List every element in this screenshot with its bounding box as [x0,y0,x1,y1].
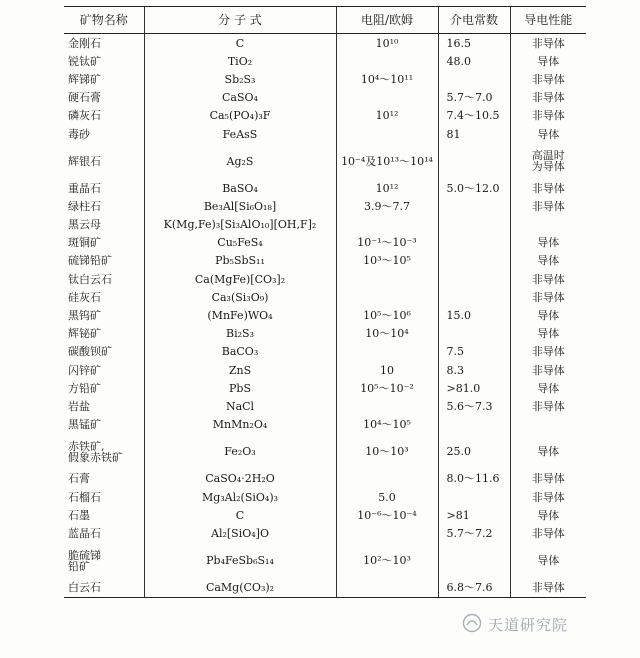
table-row [64,434,586,470]
cell-dielectric-constant: 25.0 [438,434,510,470]
cell-formula: C [144,506,336,524]
cell-formula: MnMn₂O₄ [144,416,336,434]
cell-conductivity: 非导体 [510,488,586,506]
cell-formula: ZnS [144,361,336,379]
cell-dielectric-constant [438,416,510,434]
cell-mineral-name: 硫锑铅矿 [68,254,112,268]
cell-conductivity [510,416,586,434]
cell-dielectric-constant: 5.7～7.0 [438,89,510,107]
cell-conductivity: 导体 [510,52,586,70]
cell-formula: Al₂[SiO₄]O [144,524,336,542]
cell-dielectric-constant: 7.5 [438,343,510,361]
table-row [64,89,586,107]
cell-dielectric-constant [438,288,510,306]
table-header [64,7,586,34]
table-row [64,488,586,506]
cell-dielectric-constant: >81.0 [438,379,510,397]
cell-dielectric-constant: 5.6～7.3 [438,397,510,415]
cell-conductivity: 导体 [510,252,586,270]
header-mineral-name: 矿物名称 [64,7,144,34]
cell-dielectric-constant: 48.0 [438,52,510,70]
cell-formula: K(Mg,Fe)₃[Si₃AlO₁₀][OH,F]₂ [144,216,336,234]
cell-mineral-name: 脆硫锑 铅矿 [68,548,101,573]
cell-resistance: 10¹⁰ [336,34,438,53]
cell-dielectric-constant [438,325,510,343]
cell-mineral-name: 锐钛矿 [68,54,101,68]
table-row [64,52,586,70]
table-row [64,379,586,397]
cell-mineral-name: 方铅矿 [68,381,101,395]
cell-conductivity: 导体 [510,325,586,343]
cell-conductivity: 非导体 [510,70,586,88]
cell-resistance: 5.0 [336,488,438,506]
table-row [64,107,586,125]
cell-resistance [336,270,438,288]
cell-resistance: 10～10³ [336,434,438,470]
watermark-text: 天道研究院 [488,616,569,634]
cell-resistance: 10⁻⁶～10⁻⁴ [336,506,438,524]
cell-mineral-name: 石榴石 [68,490,101,504]
cell-conductivity: 高温时 为导体 [510,143,586,179]
cell-formula: TiO₂ [144,52,336,70]
cell-dielectric-constant: >81 [438,506,510,524]
table-row [64,34,586,53]
cell-dielectric-constant [438,234,510,252]
cell-formula: Bi₂S₃ [144,325,336,343]
table-row [64,234,586,252]
cell-dielectric-constant [438,197,510,215]
cell-dielectric-constant [438,252,510,270]
cell-conductivity: 非导体 [510,579,586,598]
cell-formula: CaSO₄ [144,89,336,107]
wechat-logo-icon [462,613,482,633]
cell-conductivity: 导体 [510,125,586,143]
cell-dielectric-constant [438,143,510,179]
cell-dielectric-constant: 16.5 [438,34,510,53]
cell-formula: FeAsS [144,125,336,143]
cell-resistance: 10¹² [336,107,438,125]
cell-mineral-name: 硅灰石 [68,290,101,304]
cell-mineral-name: 金刚石 [68,36,101,50]
cell-mineral-name: 蓝晶石 [68,526,101,540]
table-row [64,252,586,270]
cell-resistance: 10⁻⁴及10¹³～10¹⁴ [336,143,438,179]
cell-formula: Ag₂S [144,143,336,179]
cell-mineral-name: 斑铜矿 [68,236,101,250]
cell-resistance: 10～10⁴ [336,325,438,343]
table-row [64,197,586,215]
cell-formula: Ca₅(PO₄)₃F [144,107,336,125]
cell-formula: Mg₃Al₂(SiO₄)₃ [144,488,336,506]
cell-formula: Ca₃(Si₃O₉) [144,288,336,306]
cell-conductivity: 非导体 [510,107,586,125]
cell-resistance [336,288,438,306]
table-row [64,216,586,234]
cell-resistance: 10⁴～10¹¹ [336,70,438,88]
cell-conductivity: 导体 [510,234,586,252]
cell-formula: Sb₂S₃ [144,70,336,88]
cell-formula: Ca(MgFe)[CO₃]₂ [144,270,336,288]
cell-formula: Be₃Al[Si₆O₁₈] [144,197,336,215]
cell-dielectric-constant: 5.7～7.2 [438,524,510,542]
cell-formula: Pb₅SbS₁₁ [144,252,336,270]
cell-dielectric-constant [438,488,510,506]
table-row [64,179,586,197]
cell-resistance: 10⁵～10⁶ [336,306,438,324]
cell-formula: PbS [144,379,336,397]
cell-resistance: 10⁴～10⁵ [336,416,438,434]
cell-resistance: 3.9～7.7 [336,197,438,215]
cell-mineral-name: 闪锌矿 [68,363,101,377]
cell-conductivity: 非导体 [510,179,586,197]
cell-mineral-name: 重晶石 [68,181,101,195]
cell-conductivity: 非导体 [510,288,586,306]
cell-conductivity: 非导体 [510,361,586,379]
cell-mineral-name: 白云石 [64,579,144,598]
table-row [64,270,586,288]
cell-resistance [336,579,438,598]
table-row [64,506,586,524]
cell-formula: C [144,34,336,53]
cell-conductivity: 非导体 [510,470,586,488]
cell-conductivity: 非导体 [510,270,586,288]
cell-formula: CaMg(CO₃)₂ [144,579,336,598]
table-row [64,524,586,542]
cell-conductivity: 导体 [510,434,586,470]
cell-conductivity: 非导体 [510,197,586,215]
cell-formula: BaCO₃ [144,343,336,361]
cell-resistance: 10⁻¹～10⁻³ [336,234,438,252]
cell-conductivity: 非导体 [510,89,586,107]
cell-formula: (MnFe)WO₄ [144,306,336,324]
cell-mineral-name: 辉铋矿 [68,327,101,341]
cell-dielectric-constant: 6.8～7.6 [438,579,510,598]
cell-dielectric-constant [438,270,510,288]
header-conductivity: 导电性能 [510,7,586,34]
cell-mineral-name: 石膏 [68,472,90,486]
header-dielectric-constant: 介电常数 [438,7,510,34]
cell-resistance [336,470,438,488]
table-body [64,34,586,598]
cell-formula: Cu₅FeS₄ [144,234,336,252]
cell-resistance [336,125,438,143]
cell-resistance: 10⁵～10⁻² [336,379,438,397]
cell-formula: Pb₄FeSb₆S₁₄ [144,543,336,579]
cell-conductivity [510,216,586,234]
cell-conductivity: 导体 [510,379,586,397]
cell-conductivity: 非导体 [510,524,586,542]
cell-resistance [336,524,438,542]
table-row [64,70,586,88]
cell-dielectric-constant [438,70,510,88]
cell-conductivity: 非导体 [510,397,586,415]
cell-formula: BaSO₄ [144,179,336,197]
cell-mineral-name: 石墨 [68,508,90,522]
cell-resistance [336,89,438,107]
cell-mineral-name: 钛白云石 [68,272,112,286]
table-row [64,125,586,143]
cell-mineral-name: 黑钨矿 [68,309,101,323]
cell-dielectric-constant: 5.0～12.0 [438,179,510,197]
cell-mineral-name: 辉银石 [68,154,101,168]
cell-formula: Fe₂O₃ [144,434,336,470]
cell-resistance [336,52,438,70]
cell-dielectric-constant: 8.3 [438,361,510,379]
cell-mineral-name: 绿柱石 [68,199,101,213]
table-row [64,579,586,598]
table-row [64,325,586,343]
header-formula: 分 子 式 [144,7,336,34]
cell-dielectric-constant: 7.4～10.5 [438,107,510,125]
cell-conductivity: 导体 [510,506,586,524]
cell-mineral-name: 碳酸钡矿 [68,345,112,359]
cell-mineral-name: 赤铁矿, 假象赤铁矿 [68,439,123,464]
cell-resistance [336,343,438,361]
table-row [64,416,586,434]
cell-mineral-name: 毒砂 [68,127,90,141]
cell-resistance [336,216,438,234]
cell-mineral-name: 黑云母 [68,218,101,232]
table-row [64,143,586,179]
cell-formula: NaCl [144,397,336,415]
cell-mineral-name: 磷灰石 [68,109,101,123]
table-row [64,288,586,306]
cell-formula: CaSO₄·2H₂O [144,470,336,488]
mineral-properties-table [64,6,586,598]
table-row [64,397,586,415]
cell-mineral-name: 硬石膏 [68,91,101,105]
cell-resistance: 10³～10⁵ [336,252,438,270]
cell-dielectric-constant [438,543,510,579]
cell-resistance: 10 [336,361,438,379]
cell-resistance: 10¹² [336,179,438,197]
cell-dielectric-constant: 15.0 [438,306,510,324]
header-resistance: 电阻/欧姆 [336,7,438,34]
table-row [64,343,586,361]
cell-mineral-name: 岩盐 [68,399,90,413]
cell-conductivity: 导体 [510,306,586,324]
cell-dielectric-constant: 8.0～11.6 [438,470,510,488]
cell-resistance [336,397,438,415]
table-row [64,543,586,579]
table-row [64,306,586,324]
cell-mineral-name: 黑锰矿 [68,418,101,432]
cell-conductivity: 非导体 [510,343,586,361]
cell-conductivity: 非导体 [510,34,586,53]
cell-conductivity: 导体 [510,543,586,579]
cell-resistance: 10²～10³ [336,543,438,579]
cell-dielectric-constant: 81 [438,125,510,143]
cell-dielectric-constant [438,216,510,234]
cell-mineral-name: 辉锑矿 [68,72,101,86]
table-row [64,361,586,379]
table-row [64,470,586,488]
